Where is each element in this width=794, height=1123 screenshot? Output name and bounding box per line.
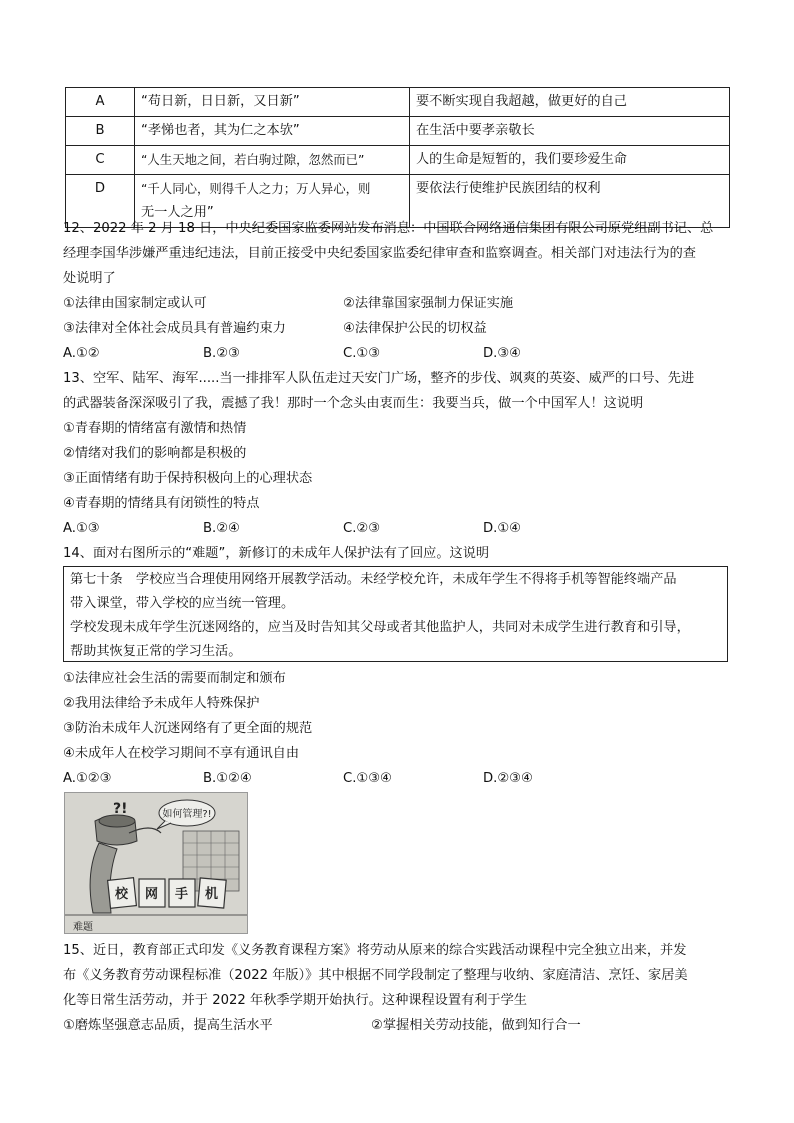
- question-text: 经理李国华涉嫌严重违纪违法，目前正接受中央纪委国家监委纪律审查和监察调查。相关部门对违法行为的查: [63, 246, 696, 261]
- option-b[interactable]: B.②④: [203, 521, 240, 536]
- row-meaning: 在生活中要孝亲敬长: [410, 117, 730, 146]
- row-meaning: 要不断实现自我超越，做更好的自己: [410, 88, 730, 117]
- row-quote: “人生天地之间，若白驹过隙，忽然而已”: [135, 146, 410, 175]
- sign-text: 校: [115, 887, 129, 902]
- statement: ④法律保护公民的切权益: [343, 321, 487, 336]
- option-b[interactable]: B.②③: [203, 346, 240, 361]
- question-text: 12、2022 年 2 月 18 日，中央纪委国家监委网站发布消息：中国联合网络通信集团有限公司原党组副书记、总: [63, 221, 714, 236]
- question-text: 14、面对右图所示的“难题”，新修订的未成年人保护法有了回应。这说明: [63, 546, 490, 561]
- sign-text: 手: [175, 887, 189, 902]
- table-row: [66, 88, 730, 117]
- statement: ①法律由国家制定或认可: [63, 296, 207, 311]
- answer-options: [63, 766, 733, 791]
- statement: ①法律应社会生活的需要而制定和颁布: [63, 671, 286, 686]
- row-quote: “孝悌也者，其为仁之本欤”: [135, 117, 410, 146]
- option-d[interactable]: D.②③④: [483, 771, 533, 786]
- answer-options: [63, 341, 733, 366]
- question-12: [63, 216, 733, 366]
- sign-text: 机: [205, 887, 219, 902]
- statement: ③法律对全体社会成员具有普遍约束力: [63, 321, 286, 336]
- statement-row: [63, 291, 733, 316]
- question-14: [63, 541, 733, 566]
- row-key: A: [66, 88, 135, 117]
- row-quote-line: “千人同心，则得千人之力；万人异心，则: [141, 181, 371, 196]
- row-quote-line: 无一人之用”: [141, 205, 214, 220]
- option-c[interactable]: C.②③: [343, 521, 381, 536]
- question-marks: ?!: [113, 801, 128, 817]
- row-key: B: [66, 117, 135, 146]
- statement: ①青春期的情绪富有激情和热情: [63, 421, 247, 436]
- row-quote: “苟日新，日日新，又日新”: [135, 88, 410, 117]
- option-b[interactable]: B.①②④: [203, 771, 252, 786]
- question-text: 的武器装备深深吸引了我，震撼了我！那时一个念头由衷而生：我要当兵，做一个中国军人！这说明: [63, 396, 644, 411]
- row-key: C: [66, 146, 135, 175]
- option-a[interactable]: A.①②③: [63, 771, 112, 786]
- row-meaning: 要依法行使维护民族团结的权利: [410, 175, 730, 228]
- sign-text: 网: [145, 887, 159, 902]
- law-text: 学校发现未成年学生沉迷网络的，应当及时告知其父母或者其他监护人，共同对未成学生进行教育和引导，: [70, 620, 690, 635]
- option-c[interactable]: C.①③: [343, 346, 381, 361]
- cartoon-drawing: [65, 793, 248, 934]
- law-article-box: [63, 566, 728, 662]
- question-14-options: [63, 666, 733, 791]
- cartoon-image: [64, 792, 248, 934]
- question-text: 15、近日，教育部正式印发《义务教育课程方案》将劳动从原来的综合实践活动课程中完全独立出来，并发: [63, 943, 687, 958]
- statement: ③正面情绪有助于保持积极向上的心理状态: [63, 471, 313, 486]
- question-13: [63, 366, 733, 541]
- answer-options: [63, 516, 733, 541]
- statement: ②掌握相关劳动技能，做到知行合一: [371, 1018, 581, 1033]
- question-text: 布《义务教育劳动课程标准（2022 年版）》其中根据不同学段制定了整理与收纳、家庭清洁、烹饪、家居美: [63, 968, 688, 983]
- statement: ②我用法律给予未成年人特殊保护: [63, 696, 260, 711]
- statement: ②情绪对我们的影响都是积极的: [63, 446, 247, 461]
- question-text: 13、空军、陆军、海军.....当一排排军人队伍走过天安门广场，整齐的步伐、飒爽的英姿、威严的口号、先进: [63, 371, 695, 386]
- table-row: [66, 117, 730, 146]
- law-text: 带入课堂，带入学校的应当统一管理。: [70, 596, 295, 611]
- option-a[interactable]: A.①②: [63, 346, 100, 361]
- statement: ②法律靠国家强制力保证实施: [343, 296, 514, 311]
- statement-row: [63, 316, 733, 341]
- statement: ④未成年人在校学习期间不享有通讯自由: [63, 746, 300, 761]
- options-table: [65, 87, 730, 228]
- option-d[interactable]: D.③④: [483, 346, 521, 361]
- table-row: [66, 146, 730, 175]
- bubble-text: 如何管理?!: [162, 809, 212, 820]
- law-text: 帮助其恢复正常的学习生活。: [70, 644, 242, 659]
- question-text: 化等日常生活劳动，并于 2022 年秋季学期开始执行。这种课程设置有利于学生: [63, 993, 527, 1008]
- statement: ④青春期的情绪具有闭锁性的特点: [63, 496, 260, 511]
- statement: ①磨炼坚强意志品质，提高生活水平: [63, 1018, 273, 1033]
- law-text: 第七十条 学校应当合理使用网络开展教学活动。未经学校允许，未成年学生不得将手机等智能终端产品: [70, 572, 677, 587]
- option-d[interactable]: D.①④: [483, 521, 521, 536]
- question-text: 处说明了: [63, 271, 116, 286]
- statement: ③防治未成年人沉迷网络有了更全面的规范: [63, 721, 313, 736]
- row-key: D: [66, 175, 135, 228]
- question-15: [63, 938, 733, 1038]
- option-a[interactable]: A.①③: [63, 521, 100, 536]
- cartoon-caption: 难题: [73, 922, 93, 933]
- statement-row: [63, 1013, 733, 1038]
- option-c[interactable]: C.①③④: [343, 771, 392, 786]
- row-meaning: 人的生命是短暂的，我们要珍爱生命: [410, 146, 730, 175]
